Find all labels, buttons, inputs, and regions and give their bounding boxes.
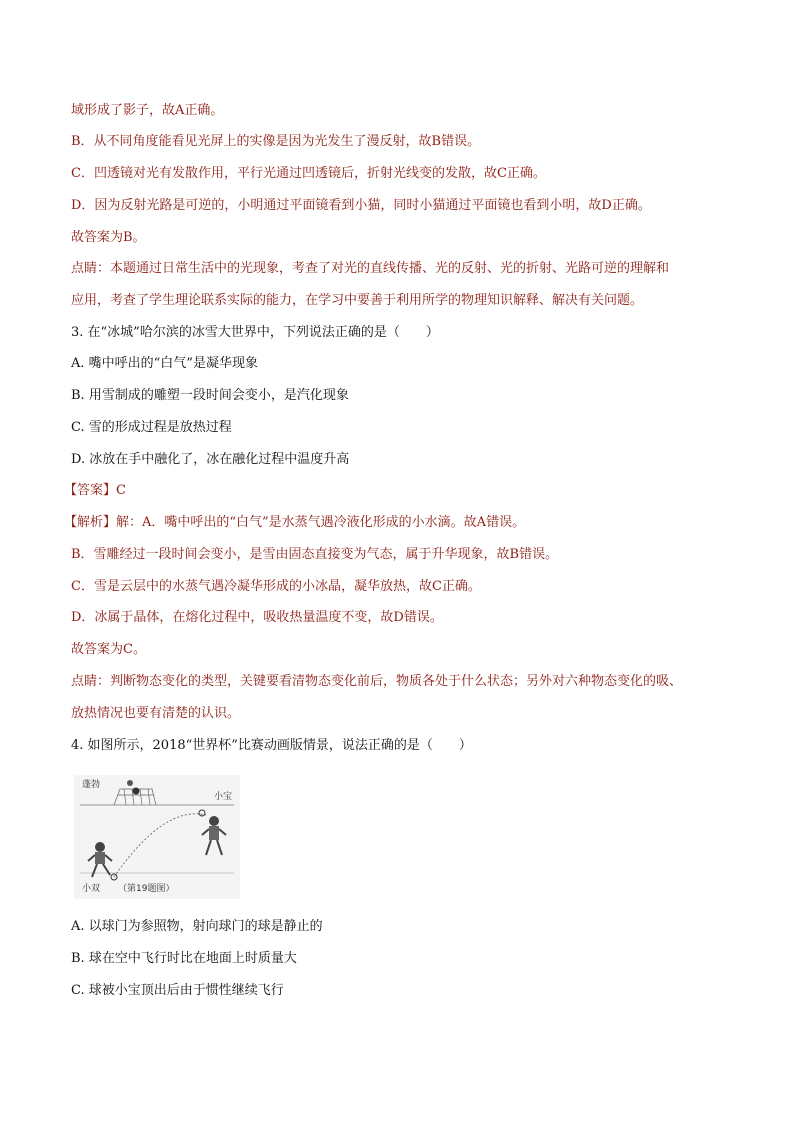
option-a: A. 以球门为参照物，射向球门的球是静止的 <box>71 919 323 934</box>
figure-label-top-left: 蓬勃 <box>82 780 101 790</box>
figure-label-bottom-left: 小双 <box>82 884 101 894</box>
text-line: B．雪雕经过一段时间会变小，是雪由固态直接变为气态，属于升华现象，故B错误。 <box>71 547 559 562</box>
text-line: B．从不同角度能看见光屏上的实像是因为光发生了漫反射，故B错误。 <box>71 134 481 149</box>
question-stem: 3. 在“冰城”哈尔滨的冰雪大世界中，下列说法正确的是（ ） <box>71 325 439 340</box>
text-line: 故答案为B。 <box>71 230 146 245</box>
option-b: B. 球在空中飞行时比在地面上时质量大 <box>71 951 297 966</box>
option-c: C. 球被小宝顶出后由于惯性继续飞行 <box>71 983 284 998</box>
soccer-illustration <box>74 775 240 899</box>
option-a: A. 嘴中呼出的“白气”是凝华现象 <box>71 356 258 371</box>
option-c: C. 雪的形成过程是放热过程 <box>71 420 232 435</box>
text-line: C．雪是云层中的水蒸气遇冷凝华形成的小冰晶，凝华放热，故C正确。 <box>71 579 481 594</box>
text-line: D．冰属于晶体，在熔化过程中，吸收热量温度不变，故D错误。 <box>71 610 443 625</box>
figure-label-top-right: 小宝 <box>214 792 233 802</box>
question-stem: 4. 如图所示，2018“世界杯”比赛动画版情景，说法正确的是（ ） <box>71 738 472 753</box>
remark-line: 应用，考查了学生理论联系实际的能力，在学习中要善于利用所学的物理知识解释、解决有关问题。 <box>71 293 644 308</box>
answer-line: 【答案】C <box>64 483 126 498</box>
option-d: D. 冰放在手中融化了，冰在融化过程中温度升高 <box>71 452 350 467</box>
text-line: C．凹透镜对光有发散作用，平行光通过凹透镜后，折射光线变的发散，故C正确。 <box>71 166 546 181</box>
remark-line: 放热情况也要有清楚的认识。 <box>71 706 241 721</box>
figure-caption: （第19题图） <box>118 884 175 894</box>
remark-line: 点睛：本题通过日常生活中的光现象，考查了对光的直线传播、光的反射、光的折射、光路可逆的理解和 <box>71 261 670 276</box>
text-line: 域形成了影子，故A正确。 <box>71 103 224 118</box>
analysis-line: 【解析】解：A．嘴中呼出的“白气”是水蒸气遇冷液化形成的小水滴。故A错误。 <box>64 515 526 530</box>
text-line: 故答案为C。 <box>71 642 146 657</box>
remark-line: 点睛：判断物态变化的类型，关键要看清物态变化前后，物质各处于什么状态；另外对六种物态变化的吸、 <box>71 674 683 689</box>
option-b: B. 用雪制成的雕塑一段时间会变小，是汽化现象 <box>71 388 349 403</box>
text-line: D．因为反射光路是可逆的，小明通过平面镜看到小猫，同时小猫通过平面镜也看到小明，故D正确。 <box>71 198 651 213</box>
soccer-figure <box>74 775 240 899</box>
